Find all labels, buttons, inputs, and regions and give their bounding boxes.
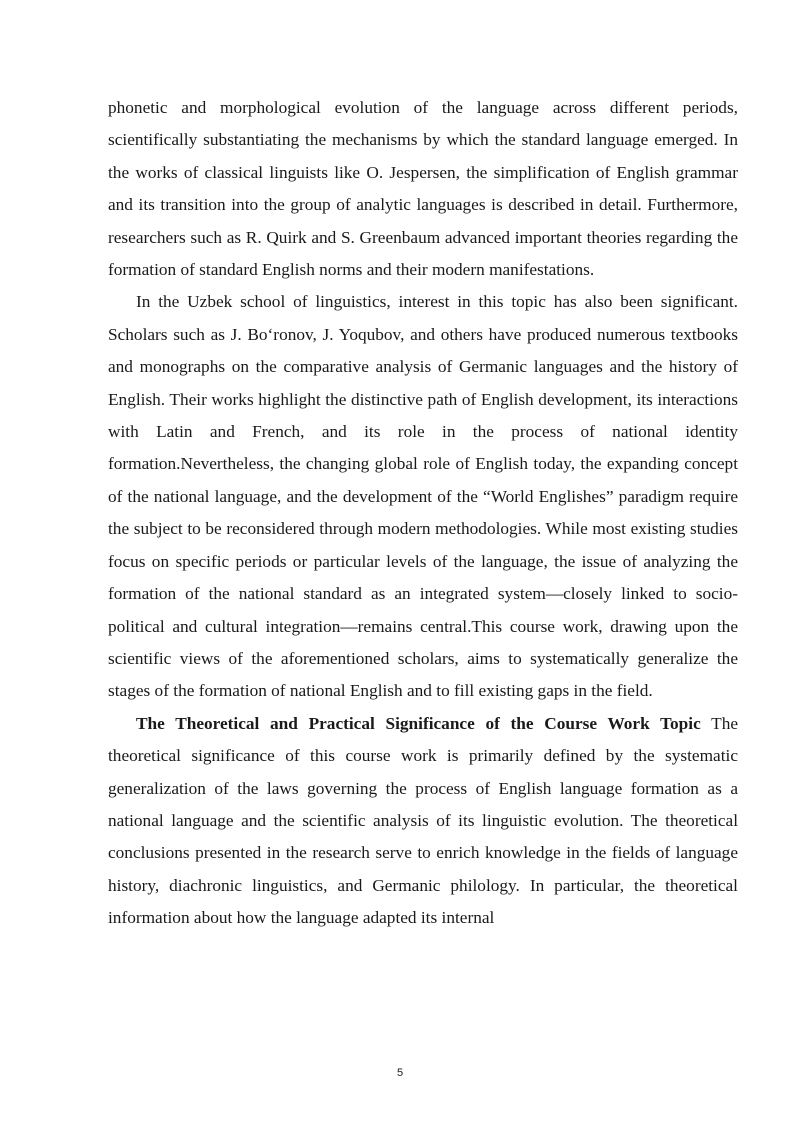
- page-number: 5: [396, 1067, 404, 1079]
- body-text: [108, 92, 738, 935]
- section-heading-significance: The Theoretical and Practical Significance of the Course Work Topic: [136, 713, 701, 733]
- paragraph-uzbek-school: In the Uzbek school of linguistics, interest in this topic has also been significant. Scholars such as J. Boʻronov, J. Yoqubov, and others have produced numerous textbooks and monographs on the comparative analysis of Germanic languages and the history of English. Their works highlight the distinctive path of English development, its interactions with Latin and French, and its role in the process of national identity formation.Nevertheless, the changing global role of English today, the expanding concept of the national language, and the development of the “World Englishes” paradigm require the subject to be reconsidered through modern methodologies. While most existing studies focus on specific periods or particular levels of the language, the issue of analyzing the formation of the national standard as an integrated system—closely linked to socio-political and cultural integration—remains central.This course work, drawing upon the scientific views of the aforementioned scholars, aims to systematically generalize the stages of the formation of national English and to fill existing gaps in the field.: [108, 292, 738, 701]
- paragraph-continuation: phonetic and morphological evolution of the language across different periods, scientifically substantiating the mechanisms by which the standard language emerged. In the works of classical linguists like O. Jespersen, the simplification of English grammar and its transition into the group of analytic languages is described in detail. Furthermore, researchers such as R. Quirk and S. Greenbaum advanced important theories regarding the formation of standard English norms and their modern manifestations.: [108, 98, 738, 280]
- paragraph-significance-text: The theoretical significance of this course work is primarily defined by the systematic generalization of the laws governing the process of English language formation as a national language and the scientific analysis of its linguistic evolution. The theoretical conclusions presented in the research serve to enrich knowledge in the fields of language history, diachronic linguistics, and Germanic philology. In particular, the theoretical information about how the language adapted its internal: [108, 713, 739, 928]
- paragraph-significance: [108, 708, 738, 935]
